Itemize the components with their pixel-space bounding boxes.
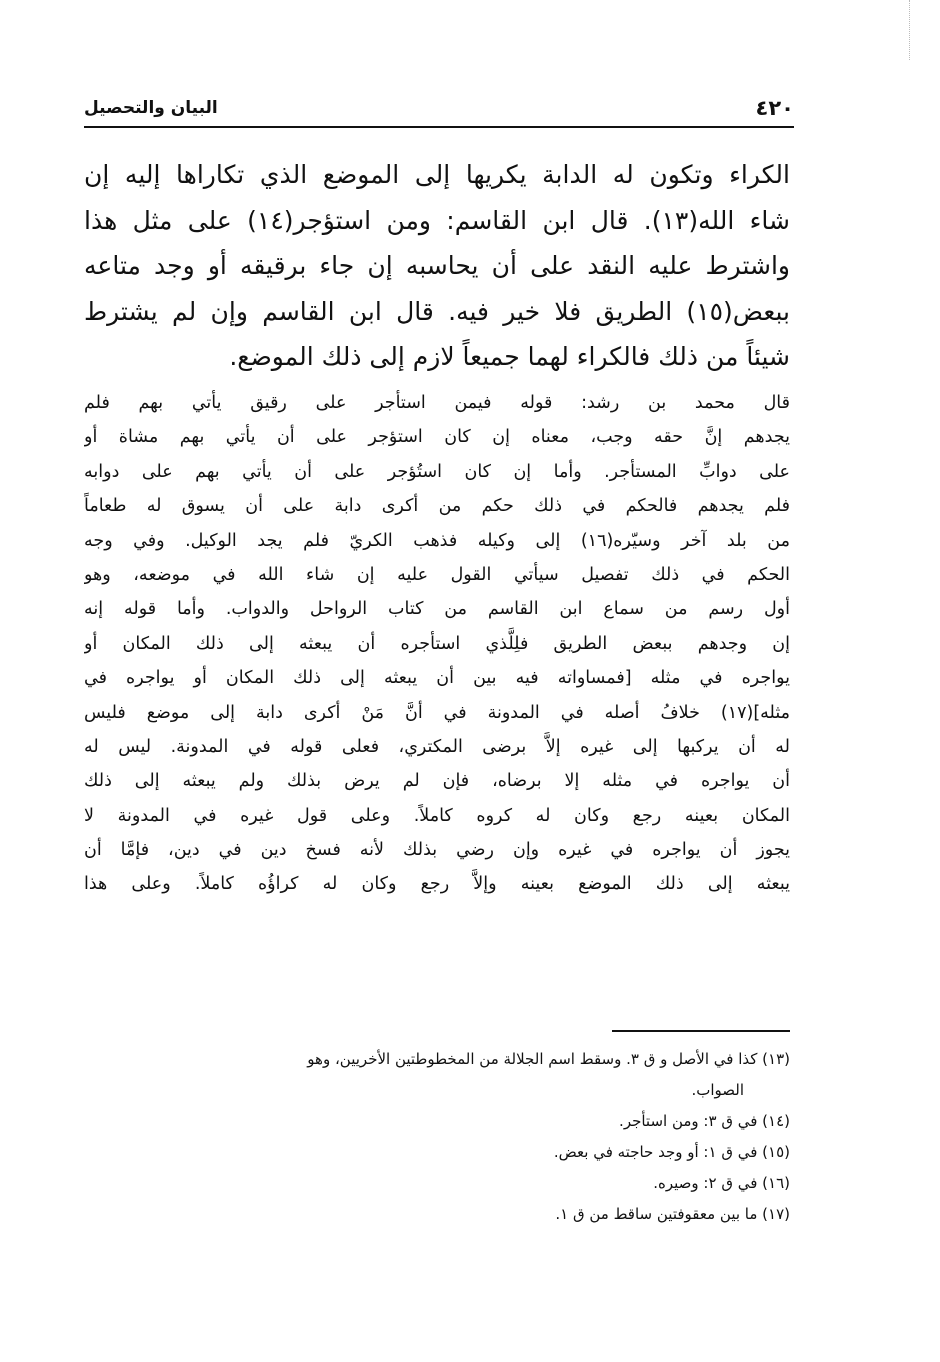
footnote-separator [612, 1030, 790, 1032]
page-number: ٤٢٠ [755, 96, 794, 120]
commentary-line: له أن يركبها إلى غيره إلاَّ برضى المكتري، فعلى قوله في المدونة. ليس له [84, 736, 790, 757]
commentary-line: مثله](١٧) خلافُ أصله في المدونة في أنَّ مَنْ أكرى دابة إلى موضع فليس [84, 702, 790, 723]
commentary-line: المكان بعينه رجع وكان له كروه كاملاً. وعلى قول غيره في المدونة لا [84, 805, 790, 826]
main-text-line: واشترط عليه النقد على أن يحاسبه إن جاء برقيقه أو وجد متاعه [84, 251, 790, 280]
main-text-line: شيئاً من ذلك فالكراء لهما جميعاً لازم إلى ذلك الموضع. [229, 342, 790, 371]
commentary-text [84, 386, 790, 902]
commentary-line: قال محمد بن رشد: قوله فيمن استأجر على رقيق يأتي بهم فلم [84, 393, 790, 413]
running-title: البيان والتحصيل [84, 98, 218, 118]
footnote-13-continuation: الصواب. [691, 1081, 744, 1099]
commentary-line: الحكم في ذلك تفصيل سيأتي القول عليه إن شاء الله في موضعه، وهو [84, 564, 790, 585]
footnote-17: (١٧) ما بين معقوفتين ساقط من ق ١. [555, 1205, 790, 1223]
main-text-line: ببعض(١٥) الطريق فلا خير فيه. قال ابن القاسم وإن لم يشترط [84, 296, 790, 326]
commentary-line: يواجره في مثله [فمساواته فيه بين أن يبعثه إلى ذلك المكان أو يواجره في [84, 668, 790, 689]
footnote-14: (١٤) في ق ٣: ومن استأجر. [619, 1112, 790, 1130]
commentary-line: يبعثه إلى ذلك الموضع بعينه وإلاَّ رجع وكان له كراؤُه كاملاً. وعلى هذا [84, 874, 790, 895]
commentary-line: يجوز أن يواجره في غيره وإن رضي بذلك لأنه فسخ دين في دين، فإمَّا أن [84, 840, 790, 861]
header-rule [84, 126, 794, 128]
page-header [84, 94, 794, 124]
commentary-line: أول رسم من سماع ابن القاسم من كتاب الرواحل والدواب. وأما قوله إنه [84, 599, 790, 620]
footnote-16: (١٦) في ق ٢: وصيره. [653, 1174, 790, 1192]
commentary-line: أن يواجره في مثله إلا برضاه، فإن لم يرض بذلك ولم يبعثه إلى ذلك [84, 771, 790, 792]
main-text [84, 152, 790, 380]
commentary-line: من بلد آخر وسيّره(١٦) إلى وكيله فذهب الكريّ فلم يجد الوكيل. وفي وجه [84, 530, 790, 551]
main-text-line: الكراء وتكون له الدابة يكريها إلى الموضع الذي تكاراها إليه إن [84, 160, 790, 189]
commentary-line: فلم يجدهم فالحكم في ذلك حكم من أكرى دابة على أن يسوق له طعاماً [84, 496, 790, 517]
margin-scan-mark [907, 0, 910, 60]
commentary-line: إن وجدهم ببعض الطريق فلِلَّذي استأجره أن يبعثه إلى ذلك المكان أو [84, 633, 790, 654]
footnote-15: (١٥) في ق ١: أو وجد حاجته في بعض. [553, 1143, 790, 1161]
commentary-line: على دوابِّ المستأجر. وأما إن كان استُؤجر على أن يأتي بهم على دوابه [84, 461, 790, 482]
commentary-line: يجدهم إنَّ حقه وجب، معناه إن كان استؤجر على أن يأتي بهم مشاة أو [84, 427, 790, 448]
footnote-13: (١٣) كذا في الأصل و ق ٣. وسقط اسم الجلالة من المخطوطتين الأخريين، وهو [307, 1050, 790, 1068]
footnotes [84, 1044, 790, 1230]
main-text-line: شاء الله(١٣). قال ابن القاسم: ومن استؤجر(١٤) على مثل هذا [84, 205, 790, 235]
